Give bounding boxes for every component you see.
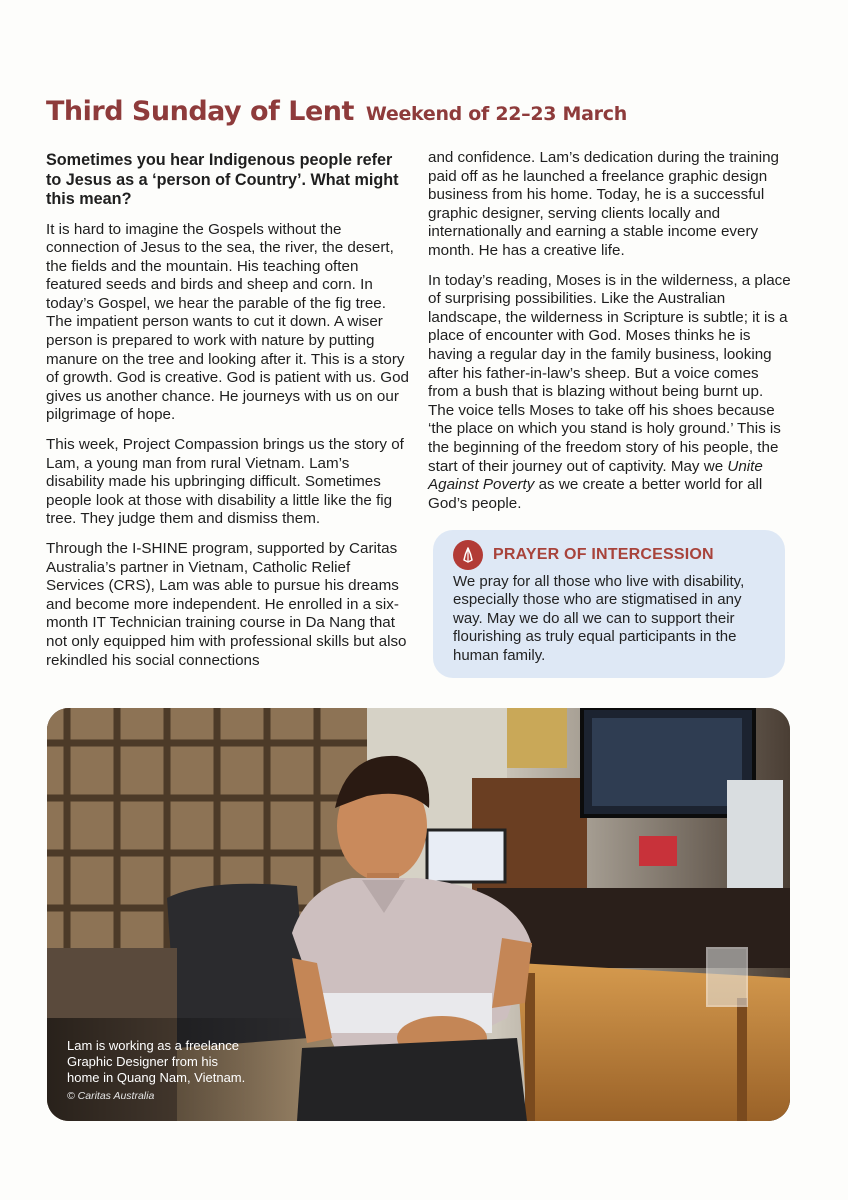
prayer-box [433, 530, 785, 678]
left-column [46, 151, 410, 670]
caption-line: home in Quang Nam, Vietnam. [67, 1070, 246, 1085]
photo-caption [67, 1038, 245, 1086]
prayer-text: We pray for all those who live with disability, especially those who are stigmatised in any way. May we do all we can to support their flourishing as truly equal participants in the human family. [453, 573, 745, 664]
photo-credit: © Caritas Australia [67, 1090, 155, 1102]
prayer-title: PRAYER OF INTERCESSION [493, 546, 714, 563]
paragraph-ishine: Through the I-SHINE program, supported by Caritas Australia’s partner in Vietnam, Catholic Relief Services (CRS), Lam was able to pursue his dreams and become more independent. He enrolled in a six-month IT Technician training course in Da Nang that not only equipped him with professional skills but also rekindled his social connections [46, 540, 407, 669]
caption-line: Graphic Designer from his [67, 1054, 218, 1069]
praying-hands-icon [453, 540, 483, 570]
reading-emphasis: Unite Against Poverty [428, 457, 763, 494]
page-subtitle: Weekend of 22–23 March [365, 103, 627, 125]
page-header [46, 96, 806, 127]
lead-question: Sometimes you hear Indigenous people refer to Jesus as a ‘person of Country’. What might this mean? [46, 151, 399, 208]
prayer-header [453, 540, 714, 570]
paragraph-project-compassion: This week, Project Compassion brings us the story of Lam, a young man from rural Vietnam. Lam’s disability made his upbringing difficult. Sometimes people look at those with disability a little like the fig tree. They judge them and dismiss them. [46, 436, 404, 528]
page-title: Third Sunday of Lent [46, 96, 354, 127]
paragraph-reading [428, 272, 792, 514]
paragraph-lam-career: and confidence. Lam’s dedication during the training paid off as he launched a freelance graphic design business from his home. Today, he is a successful graphic designer, serving clients locally and internationally and earning a stable income every month. He has a creative life. [428, 149, 779, 259]
feature-photo [47, 708, 790, 1121]
paragraph-gospel: It is hard to imagine the Gospels without the connection of Jesus to the sea, the river, the desert, the fields and the mountain. His teaching often featured seeds and birds and sheep and corn. In today’s Gospel, we hear the parable of the fig tree. The impatient person wants to cut it down. A wiser person is prepared to work with nature by putting manure on the tree and looking after it. This is a story of growth. God is creative. God is patient with us. God gives us another chance. He journeys with us on our pilgrimage of hope. [46, 220, 409, 424]
reading-text-end: as we create a better world for all God’s people. [428, 476, 763, 512]
caption-line: Lam is working as a freelance [67, 1038, 239, 1053]
reading-text: In today’s reading, Moses is in the wilderness, a place of surprising possibilities. Like the Australian landscape, the wilderness in Scripture is subtle; it is a place of encounter with God. Moses thinks he is having a regular day in the family business, looking after his father-in-law’s sheep. But a voice comes from a bush that is blazing without being burnt up. The voice tells Moses to take off his shoes because ‘the place on which you stand is holy ground.’ This is the beginning of the freedom story of his people, the start of their journey out of captivity. May we [428, 271, 791, 475]
right-column [428, 149, 792, 513]
